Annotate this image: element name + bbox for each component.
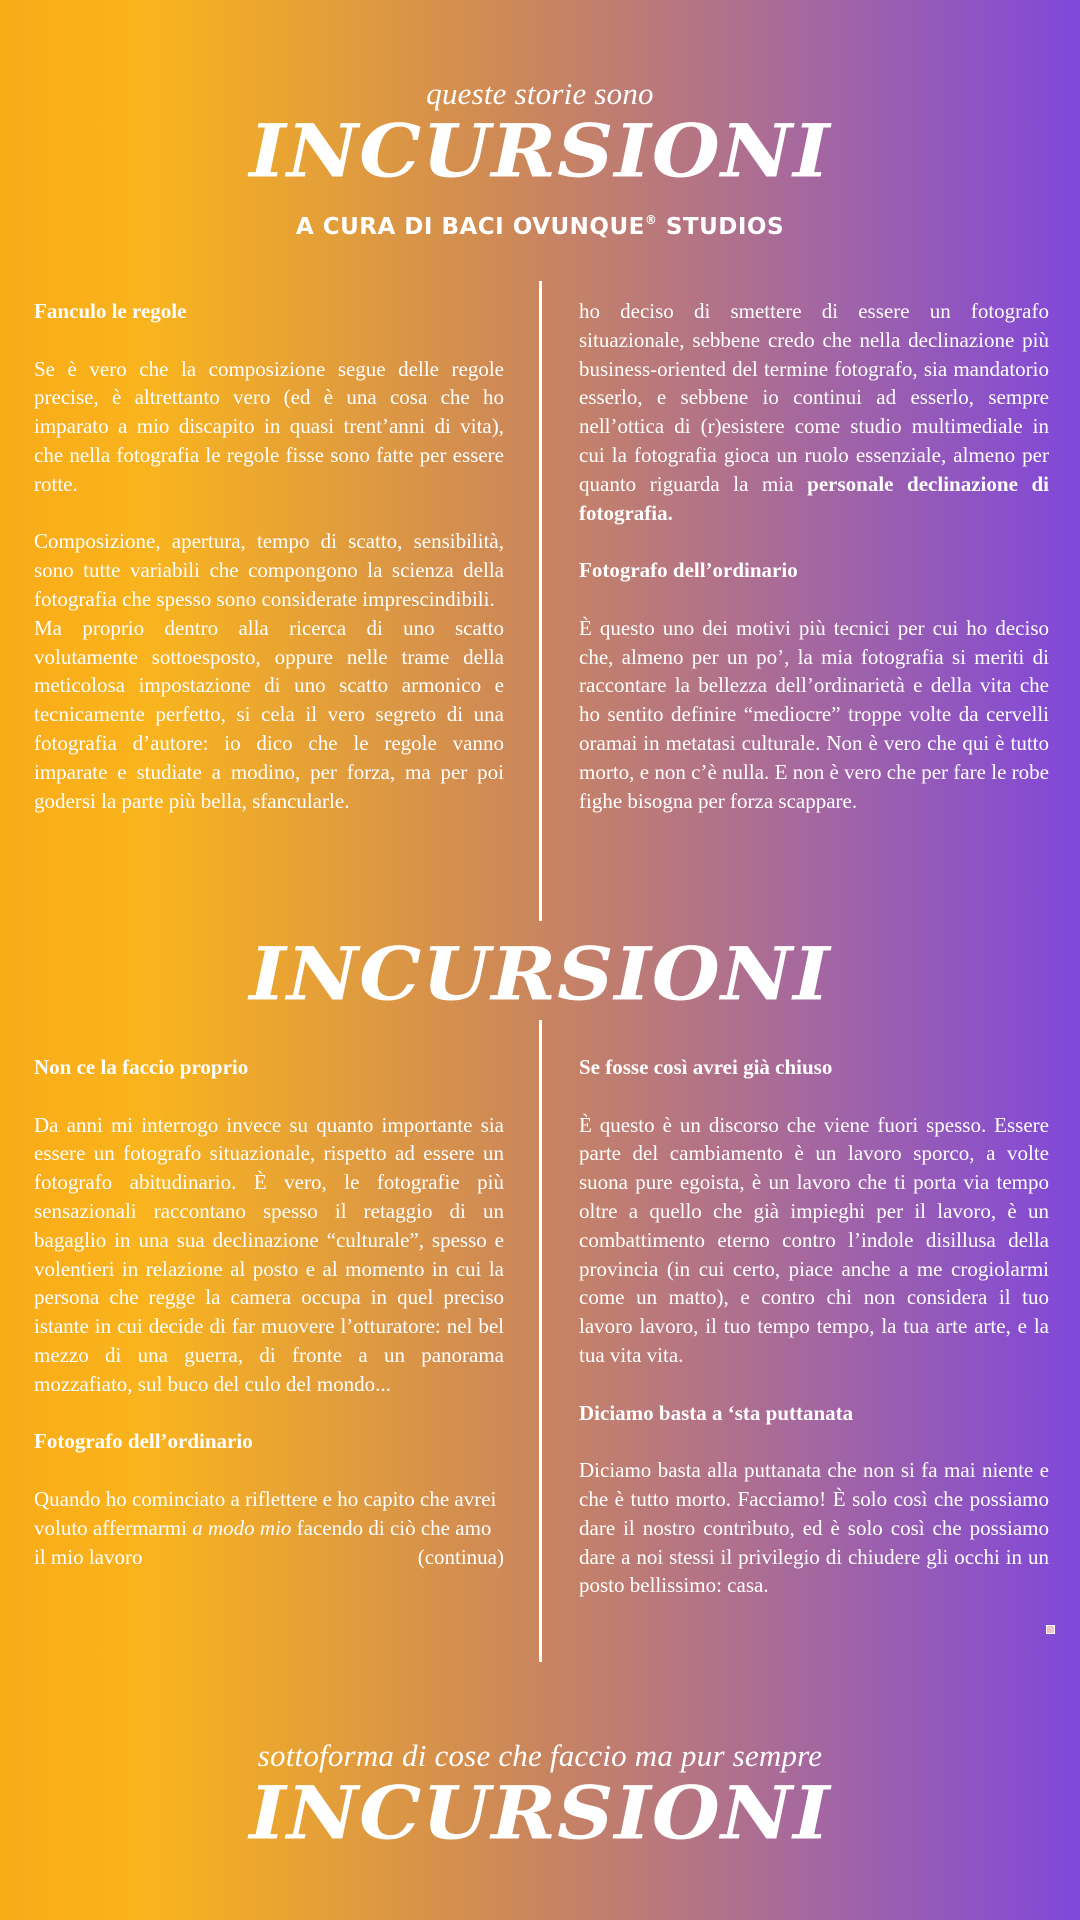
section1-right-paragraph-2: È questo uno dei motivi più tecnici per cui ho deciso che, almeno per un po’, la mia fotografia si meriti di raccontare la bellezza dell’ordinarietà e della vita che ho sentito definire “mediocre” troppe volte da cervelli oramai in metatasi culturale. Non è vero che qui è tutto morto, e non c’è nulla. E non è vero che per fare le robe fighe bisogna per forza scappare. (579, 615, 1049, 813)
section2-left-heading-2: Fotografo dell’ordinario (34, 1429, 253, 1454)
section1-right-paragraph-1-bold: personale declinazione di fotografia. (579, 471, 1049, 525)
section2-left-paragraph-2-italic: a modo mio (192, 1515, 292, 1540)
section2-left-column (34, 1053, 504, 1571)
byline-prefix: A CURA DI BACI OVUNQUE (295, 214, 645, 240)
continua-label: (continua) (417, 1544, 504, 1569)
section2-right-heading-1: Se fosse così avrei già chiuso (579, 1055, 833, 1079)
header-byline (0, 213, 1080, 240)
section2-column-divider (539, 1020, 542, 1662)
section1-left-paragraph-2: Composizione, apertura, tempo di scatto, sensibilità, sono tutte variabili che compongono la scienza della fotografia che spesso sono considerate imprescindibili. (34, 529, 504, 611)
section1-column-divider (539, 281, 542, 921)
section1-left-paragraph-3: Ma proprio dentro alla ricerca di uno scatto volutamente sottoesposto, oppure nelle trame della meticolosa impostazione di uno scatto armonico e tecnicamente perfetto, si cela il vero segreto di una fotografia d’autore: io dico che le regole vanno imparate e studiate a modino, per forza, ma per poi godersi la parte più bella, sfancularle. (34, 615, 504, 813)
header-title: INCURSIONI (249, 108, 831, 195)
header-kicker: queste storie sono (426, 76, 654, 111)
section2-right-column (579, 1053, 1049, 1600)
section2-right-paragraph-1: È questo è un discorso che viene fuori spesso. Essere parte del cambiamento è un lavoro sporco, a volte suona pure egoista, è un lavoro che ti porta via tempo oltre a quello che già impieghi per il lavoro, è un combattimento eterno contro l’indole disillusa della provincia (in cui certo, piace anche a me crogiolarmi come un matto), e contro chi non considera il tuo lavoro lavoro, il tuo tempo tempo, la tua arte arte, e la tua vita vita. (579, 1112, 1049, 1367)
footer-title: INCURSIONI (249, 1770, 831, 1857)
footer-kicker: sottoforma di cose che faccio ma pur sempre (257, 1738, 823, 1773)
byline-suffix: STUDIOS (657, 214, 785, 240)
section2-left-paragraph-2-text-b: facendo di ciò che amo il mio lavoro (34, 1515, 492, 1569)
section1-right-column (579, 297, 1049, 815)
registered-mark: ® (644, 213, 658, 227)
small-square-mark (1046, 1625, 1055, 1634)
section1-left-paragraph-1: Se è vero che la composizione segue delle regole precise, è altrettanto vero (ed è una cosa che ho imparato a mio discapito in quasi trent’anni di vita), che nella fotografia le regole fisse sono fatte per essere rotte. (34, 356, 504, 496)
section2-left-paragraph-2-text-a: Quando ho cominciato a riflettere e ho capito che avrei voluto affermarmi (34, 1486, 497, 1540)
section2-left-paragraph-2 (34, 1485, 504, 1571)
section2-left-heading-1: Non ce la faccio proprio (34, 1055, 249, 1079)
section1-right-paragraph-1 (579, 297, 1049, 527)
section1-right-paragraph-1-text: ho deciso di smettere di essere un fotografo situazionale, sebbene credo che nella declinazione più business-oriented del termine fotografo, sia mandatorio esserlo, e sebbene io continui ad esserlo, sempre nell’ottica di (r)esistere come studio multimediale in cui la fotografia gioca un ruolo essenziale, almeno per quanto riguarda la mia (579, 299, 1049, 496)
section2-right-heading-2: Diciamo basta a ‘sta puttanata (579, 1400, 854, 1425)
section2-right-paragraph-2: Diciamo basta alla puttanata che non si fa mai niente e che è tutto morto. Facciamo! È solo così che possiamo dare il nostro contributo, ed è solo così che possiamo dare a noi stessi il privilegio di chiudere gli occhi in un posto bellissimo: casa. (579, 1458, 1049, 1598)
section1-left-heading: Fanculo le regole (34, 299, 187, 323)
section1-left-column (34, 297, 504, 815)
section1-right-heading: Fotografo dell’ordinario (579, 558, 798, 583)
section2-left-paragraph-1: Da anni mi interrogo invece su quanto importante sia essere un fotografo situazionale, rispetto ad essere un fotografo abitudinario. È vero, le fotografie più sensazionali raccontano spesso il retaggio di un bagaglio in una sua declinazione “culturale”, spesso e volentieri in relazione al posto e al momento in cui la persona che regge la camera occupa in quel preciso istante in cui decide di far muovere l’otturatore: nel bel mezzo di una guerra, di fronte a un panorama mozzafiato, sul buco del culo del mondo... (34, 1112, 504, 1396)
mid-title: INCURSIONI (249, 931, 831, 1018)
